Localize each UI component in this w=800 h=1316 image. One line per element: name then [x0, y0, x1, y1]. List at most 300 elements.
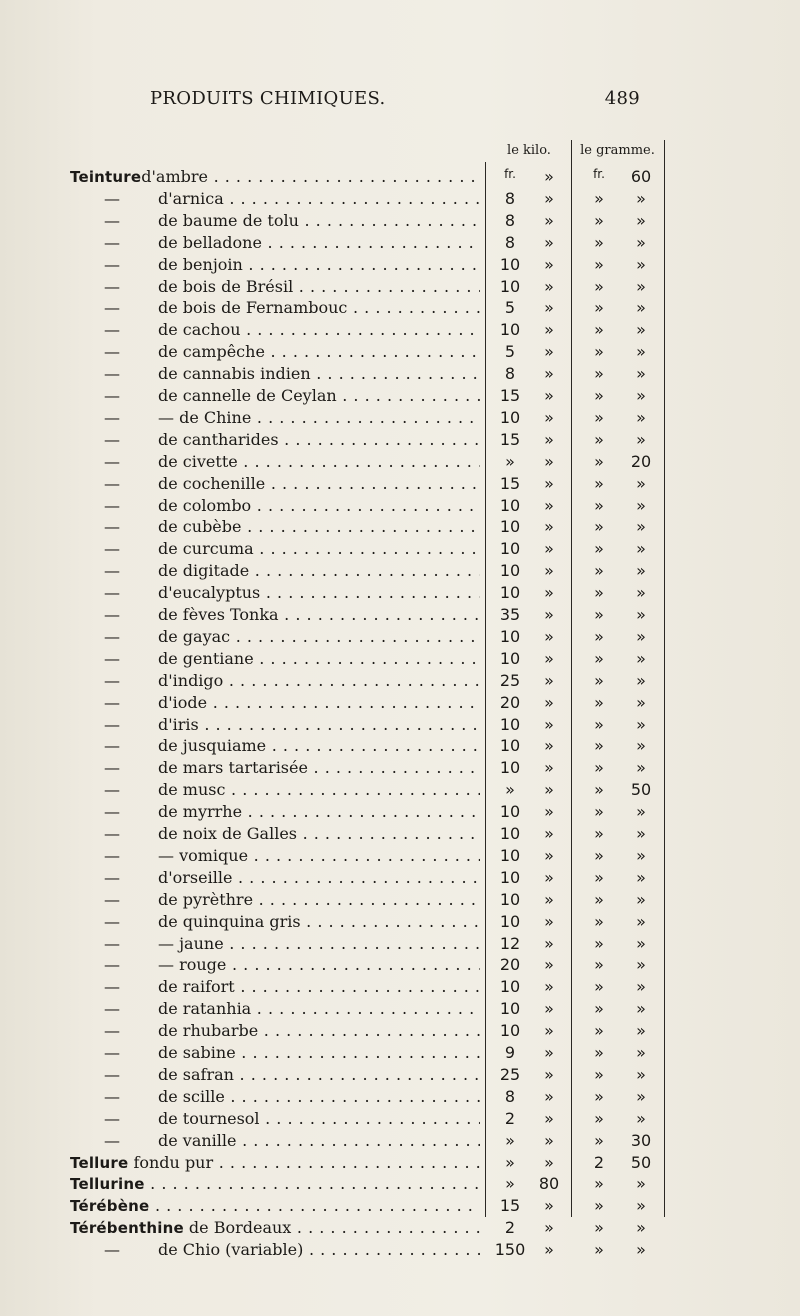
- price-cell-c4: »: [636, 232, 646, 252]
- price-cell-c3: »: [594, 561, 604, 581]
- price-cell-c2: »: [544, 1086, 554, 1106]
- dot-leader: [234, 1065, 480, 1084]
- ditto-dash: —: [104, 451, 120, 471]
- item-text: de cannabis indien: [158, 364, 311, 384]
- price-cell-c2: »: [544, 714, 554, 734]
- price-cell-c2: »: [544, 867, 554, 887]
- price-cell-c1: 15: [499, 1196, 521, 1216]
- table-row: [0, 736, 800, 760]
- item-label: [158, 846, 480, 865]
- item-text: d'orseille: [158, 867, 233, 887]
- price-cell-c1: fr.: [504, 167, 516, 181]
- item-text: de baume de tolu: [158, 210, 299, 230]
- price-cell-c1: 10: [499, 999, 521, 1019]
- price-cell-c1: 10: [499, 320, 521, 340]
- price-cell-c1: »: [505, 1152, 515, 1172]
- item-label: [158, 561, 480, 580]
- item-text: d'ambre: [141, 167, 208, 186]
- dot-leader: [303, 1240, 480, 1259]
- item-text: de bois de Brésil: [158, 276, 294, 296]
- dot-leader: [265, 342, 480, 361]
- price-cell-c4: »: [636, 1240, 646, 1260]
- price-cell-c4: 20: [630, 451, 652, 471]
- price-cell-c2: »: [544, 1043, 554, 1062]
- dot-leader: [251, 408, 480, 427]
- ditto-dash: —: [104, 670, 120, 690]
- ditto-dash: —: [104, 1130, 120, 1150]
- price-cell-c2: »: [544, 736, 554, 756]
- item-label: [158, 452, 480, 471]
- item-text: de belladone: [158, 232, 262, 252]
- ditto-dash: —: [104, 561, 120, 581]
- item-label: [158, 1087, 480, 1106]
- item-text: de colombo: [158, 495, 252, 515]
- price-cell-c3: »: [594, 955, 604, 975]
- table-row: [0, 561, 800, 585]
- price-cell-c4: »: [636, 342, 646, 362]
- table-row: [0, 649, 800, 673]
- item-text: d'iode: [158, 692, 208, 712]
- price-cell-c4: »: [636, 407, 646, 427]
- ditto-dash: —: [104, 648, 120, 668]
- price-cell-c2: »: [544, 364, 554, 384]
- ditto-dash: —: [104, 254, 120, 274]
- item-text: de safran: [158, 1064, 234, 1084]
- item-text: d'indigo: [158, 670, 224, 690]
- item-text: de rhubarbe: [158, 1021, 259, 1041]
- price-cell-c2: »: [544, 429, 554, 449]
- price-cell-c3: »: [594, 977, 604, 997]
- price-cell-c1: »: [505, 1174, 515, 1194]
- item-label: [158, 474, 480, 493]
- item-keyword: Térébenthine: [70, 1219, 184, 1238]
- price-cell-c3: »: [594, 210, 604, 230]
- price-cell-c1: 10: [499, 407, 521, 427]
- table-row: [0, 955, 800, 979]
- price-cell-c1: 10: [499, 889, 521, 909]
- item-text: de gayac: [158, 626, 231, 646]
- price-cell-c4: »: [636, 254, 646, 274]
- price-cell-c2: »: [544, 889, 554, 909]
- price-cell-c4: »: [636, 276, 646, 296]
- price-cell-c3: »: [594, 364, 604, 384]
- price-cell-c1: 25: [499, 1064, 521, 1084]
- price-cell-c2: »: [544, 451, 554, 471]
- dot-leader: [254, 539, 480, 558]
- dot-leader: [224, 189, 480, 208]
- price-cell-c1: 10: [499, 802, 521, 822]
- item-text: — vomique: [158, 845, 249, 865]
- table-row: [0, 342, 800, 366]
- dot-leader: [258, 1021, 480, 1040]
- price-cell-c3: »: [594, 1196, 604, 1216]
- item-text: de cachou: [158, 320, 241, 340]
- price-cell-c1: 10: [499, 867, 521, 887]
- price-cell-c4: »: [636, 911, 646, 931]
- dot-leader: [225, 780, 480, 799]
- column-headers: [0, 143, 800, 163]
- price-cell-c2: »: [544, 1108, 554, 1128]
- price-cell-c2: »: [544, 320, 554, 340]
- table-row: [0, 977, 800, 1001]
- ditto-dash: —: [104, 605, 120, 624]
- price-cell-c3: »: [594, 451, 604, 471]
- item-text: de civette: [158, 451, 238, 471]
- item-label: [158, 233, 480, 252]
- price-cell-c1: 8: [504, 210, 516, 230]
- table-row: [0, 167, 800, 191]
- price-cell-c1: »: [505, 451, 515, 471]
- ditto-dash: —: [104, 407, 120, 427]
- item-text: de bois de Fernambouc: [158, 298, 348, 318]
- dot-leader: [337, 386, 480, 405]
- price-cell-c3: fr.: [593, 167, 605, 181]
- table-row: [0, 1240, 800, 1264]
- item-label: [158, 1109, 480, 1128]
- item-label: [158, 934, 480, 953]
- item-label: [158, 277, 480, 296]
- price-cell-c3: »: [594, 780, 604, 800]
- dot-leader: [145, 1174, 480, 1193]
- dot-leader: [299, 211, 480, 230]
- price-cell-c2: »: [544, 561, 554, 581]
- price-cell-c1: 8: [504, 364, 516, 384]
- table-row: [0, 846, 800, 870]
- price-cell-c3: »: [594, 583, 604, 603]
- price-cell-c4: »: [636, 977, 646, 997]
- price-cell-c4: »: [636, 1218, 646, 1238]
- price-cell-c4: 60: [630, 167, 652, 186]
- column-header-gramme: le gramme.: [580, 143, 655, 158]
- ditto-dash: —: [104, 824, 120, 843]
- ditto-dash: —: [104, 911, 120, 931]
- item-label: [158, 364, 480, 383]
- dot-leader: [249, 561, 480, 580]
- item-text: de curcuma: [158, 539, 254, 559]
- dot-leader: [279, 430, 480, 449]
- item-label: [158, 649, 480, 668]
- price-cell-c2: »: [544, 648, 554, 668]
- price-cell-c3: »: [594, 320, 604, 340]
- item-text: d'iris: [158, 714, 199, 734]
- ditto-dash: —: [104, 802, 120, 822]
- price-cell-c4: »: [636, 1043, 646, 1062]
- dot-leader: [248, 846, 480, 865]
- item-label: [158, 627, 480, 646]
- table-row: [0, 934, 800, 958]
- price-cell-c2: »: [544, 232, 554, 252]
- price-cell-c4: »: [636, 670, 646, 690]
- ditto-dash: —: [104, 867, 120, 887]
- item-text: de Chio (variable): [158, 1240, 304, 1260]
- item-label: [158, 517, 480, 536]
- item-label: [158, 736, 480, 755]
- price-cell-c3: »: [594, 232, 604, 252]
- dot-leader: [266, 736, 480, 755]
- ditto-dash: —: [104, 1086, 120, 1106]
- ditto-dash: —: [104, 714, 120, 734]
- price-cell-c1: 10: [499, 539, 521, 559]
- item-label: [70, 1196, 480, 1215]
- table-row: [0, 539, 800, 563]
- item-text: de fèves Tonka: [158, 605, 279, 624]
- dot-leader: [199, 715, 480, 734]
- item-label: [158, 802, 480, 821]
- item-keyword: Tellurine: [70, 1175, 145, 1194]
- dot-leader: [301, 912, 480, 931]
- table-row: [0, 517, 800, 541]
- price-cell-c3: »: [594, 1218, 604, 1238]
- table-row: [0, 715, 800, 739]
- price-cell-c1: 150: [494, 1240, 526, 1260]
- table-row: [0, 605, 800, 629]
- dot-leader: [260, 1109, 480, 1128]
- table-row: [0, 1065, 800, 1089]
- item-label: [158, 1240, 480, 1259]
- price-cell-c1: 10: [499, 254, 521, 274]
- price-cell-c2: »: [544, 626, 554, 646]
- table-row: [0, 474, 800, 498]
- price-cell-c3: »: [594, 867, 604, 887]
- dot-leader: [207, 693, 480, 712]
- item-label: [158, 496, 480, 515]
- price-cell-c4: »: [636, 802, 646, 822]
- item-text: de mars tartarisée: [158, 758, 308, 778]
- price-cell-c4: »: [636, 1108, 646, 1128]
- price-cell-c2: »: [544, 999, 554, 1019]
- price-cell-c1: 35: [499, 605, 521, 624]
- item-label: [158, 605, 480, 624]
- item-label: [158, 298, 480, 317]
- price-cell-c4: »: [636, 583, 646, 603]
- item-text: de cochenille: [158, 473, 266, 493]
- ditto-dash: —: [104, 977, 120, 997]
- item-label: [158, 977, 480, 996]
- price-cell-c1: 25: [499, 670, 521, 690]
- dot-leader: [265, 474, 480, 493]
- item-keyword: Térébène: [70, 1197, 150, 1216]
- price-cell-c4: 50: [630, 1152, 652, 1172]
- dot-leader: [226, 955, 480, 974]
- item-label: [70, 1218, 480, 1237]
- price-cell-c2: »: [544, 386, 554, 405]
- item-label: [158, 780, 480, 799]
- item-text: de quinquina gris: [158, 911, 301, 931]
- ditto-dash: —: [104, 364, 120, 384]
- dot-leader: [224, 934, 480, 953]
- table-row: [0, 912, 800, 936]
- price-cell-c4: »: [636, 473, 646, 493]
- ditto-dash: —: [104, 495, 120, 515]
- item-text: de cantharides: [158, 429, 279, 449]
- header-title: PRODUITS CHIMIQUES.: [150, 88, 386, 109]
- price-cell-c3: »: [594, 758, 604, 778]
- price-cell-c4: 50: [630, 780, 652, 800]
- price-cell-c4: »: [636, 845, 646, 865]
- price-cell-c1: 10: [499, 977, 521, 997]
- item-label: [158, 671, 480, 690]
- item-text: de campêche: [158, 342, 265, 362]
- price-cell-c4: »: [636, 889, 646, 909]
- table-row: [0, 999, 800, 1023]
- price-cell-c4: »: [636, 429, 646, 449]
- table-row: [0, 583, 800, 607]
- price-cell-c3: »: [594, 626, 604, 646]
- price-cell-c1: 15: [499, 429, 521, 449]
- price-cell-c3: »: [594, 188, 604, 208]
- dot-leader: [251, 999, 480, 1018]
- dot-leader: [262, 233, 480, 252]
- table-row: [0, 430, 800, 454]
- dot-leader: [253, 890, 480, 909]
- price-cell-c1: 10: [499, 911, 521, 931]
- price-cell-c2: »: [544, 407, 554, 427]
- price-cell-c2: »: [544, 670, 554, 690]
- item-label: [158, 1131, 480, 1150]
- dot-leader: [238, 452, 480, 471]
- price-cell-c3: »: [594, 911, 604, 931]
- table-row: [0, 1153, 800, 1177]
- table-row: [0, 1131, 800, 1155]
- price-cell-c3: »: [594, 495, 604, 515]
- price-cell-c1: 10: [499, 1021, 521, 1041]
- price-cell-c1: 10: [499, 824, 521, 843]
- table-row: [0, 386, 800, 410]
- table-row: [0, 802, 800, 826]
- item-text: de digitade: [158, 561, 250, 581]
- price-cell-c2: »: [544, 254, 554, 274]
- dot-leader: [208, 167, 480, 186]
- ditto-dash: —: [104, 780, 120, 800]
- price-cell-c3: »: [594, 254, 604, 274]
- table-row: [0, 627, 800, 651]
- ditto-dash: —: [104, 210, 120, 230]
- item-text: de cannelle de Ceylan: [158, 386, 337, 405]
- price-cell-c3: »: [594, 999, 604, 1019]
- dot-leader: [241, 320, 481, 339]
- price-cell-c1: 20: [499, 955, 521, 975]
- table-row: [0, 277, 800, 301]
- price-cell-c2: »: [544, 977, 554, 997]
- table-row: [0, 298, 800, 322]
- page-number: 489: [604, 88, 640, 109]
- dot-leader: [297, 824, 480, 843]
- ditto-dash: —: [104, 539, 120, 559]
- price-cell-c3: »: [594, 1043, 604, 1062]
- item-label: [158, 999, 480, 1018]
- price-cell-c1: 10: [499, 714, 521, 734]
- price-cell-c3: »: [594, 692, 604, 712]
- item-text: de cubèbe: [158, 517, 242, 537]
- ditto-dash: —: [104, 342, 120, 362]
- table-row: [0, 890, 800, 914]
- table-row: [0, 233, 800, 257]
- price-cell-c3: »: [594, 802, 604, 822]
- table-row: [0, 189, 800, 213]
- dot-leader: [232, 868, 480, 887]
- price-cell-c2: »: [544, 583, 554, 603]
- item-label: [70, 167, 480, 186]
- ditto-dash: —: [104, 692, 120, 712]
- table-row: [0, 671, 800, 695]
- price-cell-c2: »: [544, 517, 554, 537]
- dot-leader: [225, 1087, 480, 1106]
- price-cell-c2: »: [544, 1021, 554, 1041]
- price-cell-c3: »: [594, 1064, 604, 1084]
- price-cell-c3: »: [594, 342, 604, 362]
- table-row: [0, 1021, 800, 1045]
- dot-leader: [308, 758, 480, 777]
- item-label: [158, 955, 480, 974]
- item-label: [158, 758, 480, 777]
- item-label: [158, 320, 480, 339]
- item-label: [158, 1065, 480, 1084]
- ditto-dash: —: [104, 1064, 120, 1084]
- item-text: de musc: [158, 780, 226, 800]
- price-cell-c1: 8: [504, 1086, 516, 1106]
- price-cell-c3: »: [594, 1086, 604, 1106]
- price-cell-c3: »: [594, 1108, 604, 1128]
- price-cell-c3: »: [594, 386, 604, 405]
- price-cell-c3: »: [594, 648, 604, 668]
- ditto-dash: —: [104, 583, 120, 603]
- price-cell-c4: »: [636, 824, 646, 843]
- price-cell-c4: »: [636, 561, 646, 581]
- item-text: de benjoin: [158, 254, 243, 274]
- price-cell-c4: »: [636, 1086, 646, 1106]
- price-cell-c3: 2: [593, 1152, 605, 1172]
- price-cell-c1: 10: [499, 276, 521, 296]
- ditto-dash: —: [104, 889, 120, 909]
- item-text: — de Chine: [158, 407, 252, 427]
- column-header-kilo: le kilo.: [507, 143, 551, 158]
- price-cell-c3: »: [594, 1130, 604, 1150]
- price-cell-c3: »: [594, 1240, 604, 1260]
- item-text: — jaune: [158, 933, 224, 953]
- price-cell-c4: »: [636, 736, 646, 756]
- price-cell-c1: 8: [504, 188, 516, 208]
- ditto-dash: —: [104, 1021, 120, 1041]
- table-row: [0, 211, 800, 235]
- price-cell-c2: »: [544, 188, 554, 208]
- price-cell-c3: »: [594, 429, 604, 449]
- ditto-dash: —: [104, 845, 120, 865]
- price-cell-c2: »: [544, 342, 554, 362]
- ditto-dash: —: [104, 473, 120, 493]
- price-cell-c4: »: [636, 495, 646, 515]
- price-cell-c1: 2: [504, 1218, 516, 1238]
- item-label: [158, 824, 480, 843]
- price-cell-c2: »: [544, 802, 554, 822]
- item-text: d'eucalyptus: [158, 583, 261, 603]
- price-cell-c2: »: [544, 780, 554, 800]
- item-label: [158, 408, 480, 427]
- price-cell-c3: »: [594, 933, 604, 953]
- price-cell-c1: »: [505, 1130, 515, 1150]
- item-label: [158, 189, 480, 208]
- dot-leader: [311, 364, 480, 383]
- item-text: d'arnica: [158, 188, 224, 208]
- dot-leader: [237, 1131, 481, 1150]
- item-text: de scille: [158, 1086, 225, 1106]
- dot-leader: [213, 1153, 480, 1172]
- price-cell-c2: »: [544, 845, 554, 865]
- dot-leader: [242, 802, 480, 821]
- item-text: de gentiane: [158, 648, 254, 668]
- price-cell-c2: »: [544, 1218, 554, 1238]
- price-cell-c3: »: [594, 889, 604, 909]
- running-header: [150, 88, 640, 116]
